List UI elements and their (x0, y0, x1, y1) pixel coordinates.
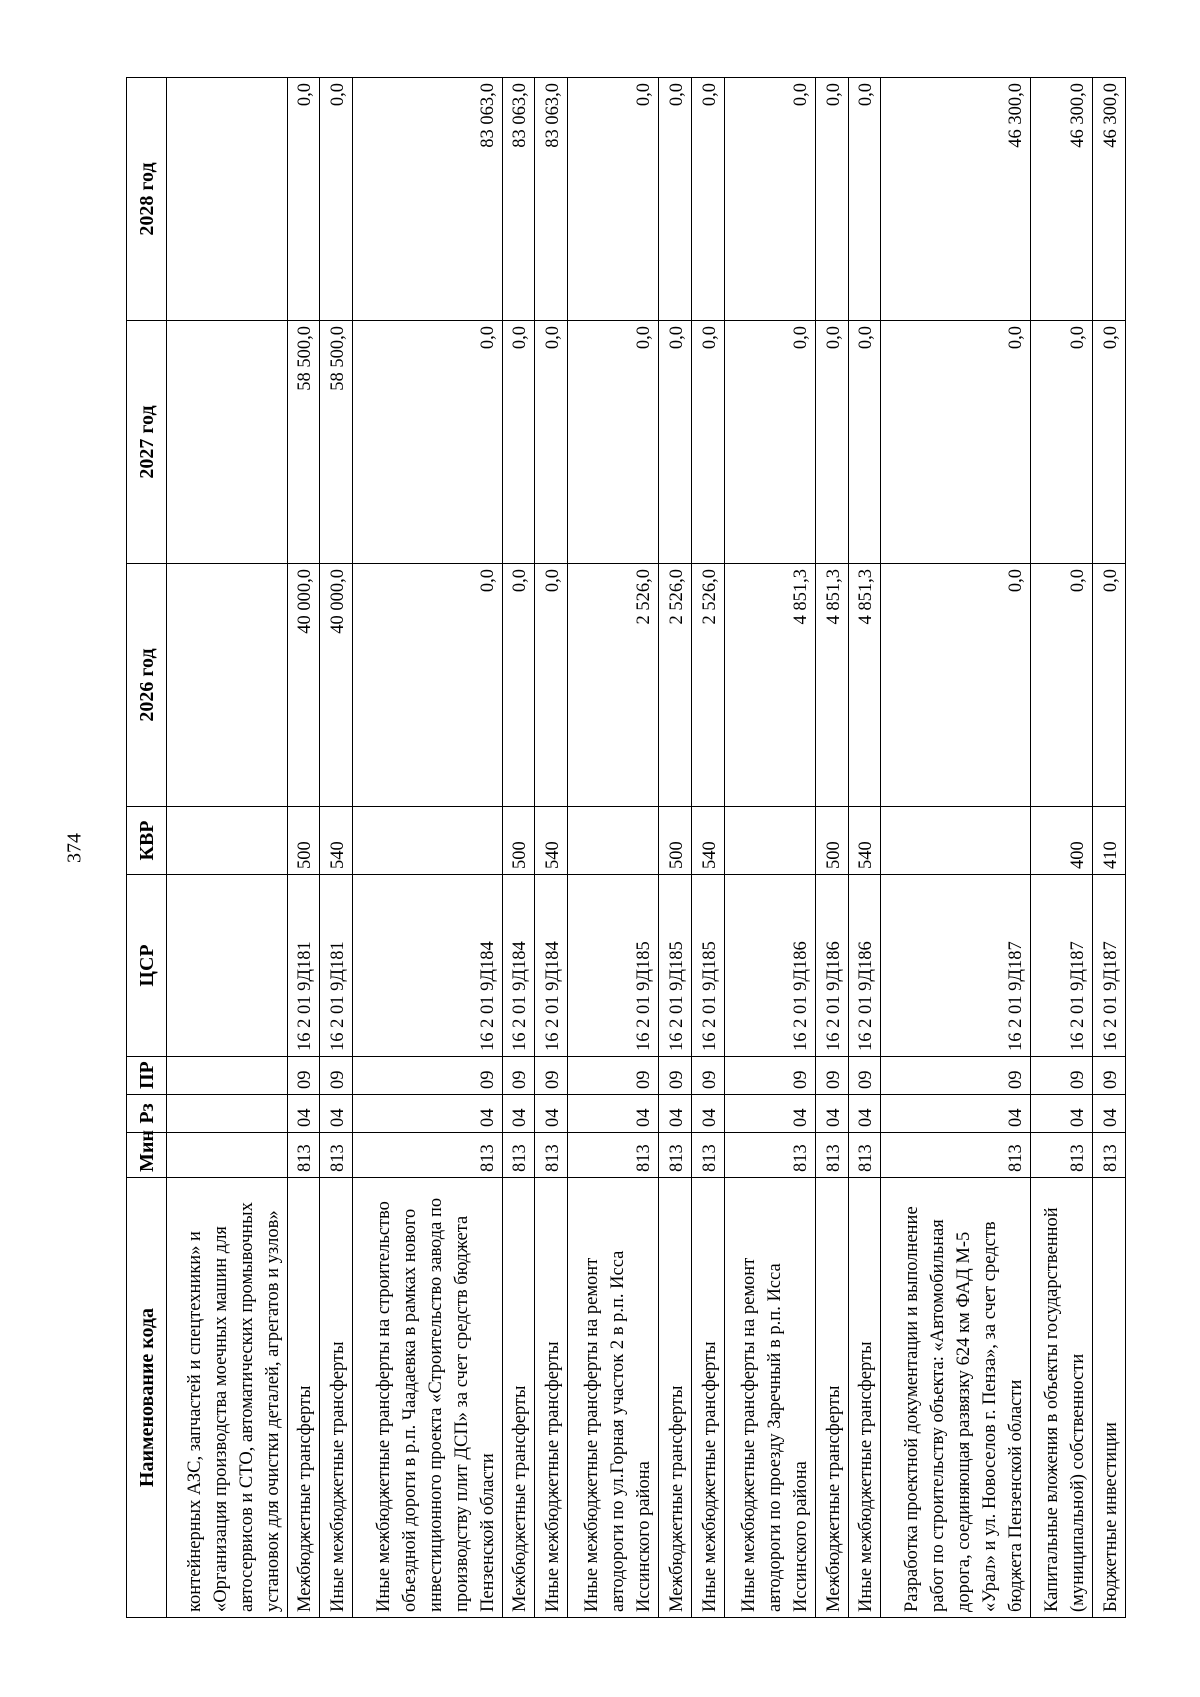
header-2028: 2028 год (127, 78, 167, 321)
cell-2028: 83 063,0 (535, 78, 568, 321)
cell-kvr: 540 (535, 807, 568, 875)
header-rz: Рз (127, 1095, 167, 1133)
rotated-page-content (126, 78, 1126, 1618)
cell-2026: 0,0 (881, 564, 1031, 807)
cell-csr (167, 875, 288, 1057)
cell-2026: 0,0 (535, 564, 568, 807)
cell-min: 813 (502, 1133, 535, 1178)
cell-2027: 0,0 (1031, 321, 1093, 564)
cell-name: Межбюджетные трансферты (287, 1178, 320, 1618)
table-row (816, 78, 849, 1618)
cell-2026: 4 851,3 (848, 564, 881, 807)
cell-min: 813 (568, 1133, 659, 1178)
cell-2028: 0,0 (287, 78, 320, 321)
cell-min: 813 (1031, 1133, 1093, 1178)
table-row (535, 78, 568, 1618)
cell-pr: 09 (352, 1057, 502, 1095)
cell-kvr (881, 807, 1031, 875)
cell-name: Иные межбюджетные трансферты (848, 1178, 881, 1618)
table-header-row (127, 78, 167, 1618)
cell-2028: 83 063,0 (352, 78, 502, 321)
cell-2027: 0,0 (352, 321, 502, 564)
budget-table (126, 77, 1126, 1618)
cell-2028: 83 063,0 (502, 78, 535, 321)
cell-2027: 0,0 (568, 321, 659, 564)
cell-2027: 0,0 (692, 321, 725, 564)
cell-2026: 2 526,0 (568, 564, 659, 807)
cell-2026: 2 526,0 (659, 564, 692, 807)
cell-rz: 04 (848, 1095, 881, 1133)
cell-2028: 0,0 (320, 78, 353, 321)
cell-rz: 04 (502, 1095, 535, 1133)
cell-2028: 46 300,0 (1093, 78, 1126, 321)
cell-2027: 58 500,0 (287, 321, 320, 564)
cell-pr: 09 (287, 1057, 320, 1095)
cell-min: 813 (816, 1133, 849, 1178)
cell-pr: 09 (1031, 1057, 1093, 1095)
cell-2026: 4 851,3 (816, 564, 849, 807)
cell-csr: 16 2 01 9Д185 (659, 875, 692, 1057)
cell-2026: 40 000,0 (287, 564, 320, 807)
cell-rz: 04 (692, 1095, 725, 1133)
cell-2026: 40 000,0 (320, 564, 353, 807)
table-row (724, 78, 815, 1618)
cell-rz: 04 (287, 1095, 320, 1133)
cell-pr: 09 (724, 1057, 815, 1095)
cell-2028: 0,0 (568, 78, 659, 321)
cell-2028: 0,0 (848, 78, 881, 321)
cell-2027: 0,0 (848, 321, 881, 564)
cell-min: 813 (1093, 1133, 1126, 1178)
cell-kvr: 410 (1093, 807, 1126, 875)
table-row (352, 78, 502, 1618)
header-min: Мин (127, 1133, 167, 1178)
cell-2026: 0,0 (352, 564, 502, 807)
cell-kvr: 540 (848, 807, 881, 875)
cell-2028 (167, 78, 288, 321)
header-2026: 2026 год (127, 564, 167, 807)
cell-kvr (352, 807, 502, 875)
cell-pr: 09 (1093, 1057, 1126, 1095)
cell-kvr: 500 (816, 807, 849, 875)
cell-csr: 16 2 01 9Д181 (320, 875, 353, 1057)
cell-kvr: 540 (320, 807, 353, 875)
cell-csr: 16 2 01 9Д185 (568, 875, 659, 1057)
table-body (167, 78, 1126, 1618)
cell-kvr (724, 807, 815, 875)
cell-pr: 09 (816, 1057, 849, 1095)
header-kvr: КВР (127, 807, 167, 875)
table-row (1093, 78, 1126, 1618)
cell-rz: 04 (535, 1095, 568, 1133)
cell-kvr: 540 (692, 807, 725, 875)
cell-min (167, 1133, 288, 1178)
cell-2028: 0,0 (659, 78, 692, 321)
header-2027: 2027 год (127, 321, 167, 564)
cell-name: Межбюджетные трансферты (816, 1178, 849, 1618)
cell-2027: 58 500,0 (320, 321, 353, 564)
cell-pr: 09 (320, 1057, 353, 1095)
cell-2028: 46 300,0 (881, 78, 1031, 321)
table-row (320, 78, 353, 1618)
cell-min: 813 (692, 1133, 725, 1178)
cell-2027: 0,0 (1093, 321, 1126, 564)
cell-csr: 16 2 01 9Д184 (502, 875, 535, 1057)
cell-csr: 16 2 01 9Д184 (535, 875, 568, 1057)
cell-kvr: 500 (287, 807, 320, 875)
cell-pr (167, 1057, 288, 1095)
table-row (692, 78, 725, 1618)
cell-pr: 09 (881, 1057, 1031, 1095)
cell-name: Иные межбюджетные трансферты на ремонт автодороги по ул.Горная участок 2 в р.п. Исса Иссинского района (568, 1178, 659, 1618)
cell-min: 813 (535, 1133, 568, 1178)
cell-csr: 16 2 01 9Д184 (352, 875, 502, 1057)
header-csr: ЦСР (127, 875, 167, 1057)
cell-rz: 04 (352, 1095, 502, 1133)
cell-2026: 2 526,0 (692, 564, 725, 807)
table-row (568, 78, 659, 1618)
cell-kvr: 500 (659, 807, 692, 875)
cell-name: Межбюджетные трансферты (502, 1178, 535, 1618)
cell-2026: 0,0 (1031, 564, 1093, 807)
cell-pr: 09 (659, 1057, 692, 1095)
cell-min: 813 (881, 1133, 1031, 1178)
cell-kvr: 500 (502, 807, 535, 875)
table-row (881, 78, 1031, 1618)
cell-2028: 0,0 (724, 78, 815, 321)
table-row (502, 78, 535, 1618)
cell-2027: 0,0 (816, 321, 849, 564)
cell-rz: 04 (881, 1095, 1031, 1133)
cell-csr: 16 2 01 9Д186 (848, 875, 881, 1057)
cell-pr: 09 (568, 1057, 659, 1095)
cell-2028: 0,0 (816, 78, 849, 321)
cell-2027: 0,0 (724, 321, 815, 564)
cell-csr: 16 2 01 9Д187 (881, 875, 1031, 1057)
cell-min: 813 (659, 1133, 692, 1178)
cell-2027: 0,0 (535, 321, 568, 564)
table-row (167, 78, 288, 1618)
cell-2026: 0,0 (502, 564, 535, 807)
cell-min: 813 (287, 1133, 320, 1178)
cell-rz: 04 (659, 1095, 692, 1133)
cell-pr: 09 (535, 1057, 568, 1095)
cell-min: 813 (352, 1133, 502, 1178)
cell-2027 (167, 321, 288, 564)
cell-rz: 04 (568, 1095, 659, 1133)
cell-rz: 04 (1093, 1095, 1126, 1133)
table-row (287, 78, 320, 1618)
cell-name: Иные межбюджетные трансферты (535, 1178, 568, 1618)
cell-pr: 09 (692, 1057, 725, 1095)
cell-2027: 0,0 (659, 321, 692, 564)
page-number: 374 (63, 833, 86, 863)
cell-csr: 16 2 01 9Д186 (724, 875, 815, 1057)
cell-kvr: 400 (1031, 807, 1093, 875)
cell-min: 813 (848, 1133, 881, 1178)
cell-csr: 16 2 01 9Д181 (287, 875, 320, 1057)
cell-rz (167, 1095, 288, 1133)
cell-csr: 16 2 01 9Д187 (1093, 875, 1126, 1057)
cell-name: Капитальные вложения в объекты государственной (муниципальной) собственности (1031, 1178, 1093, 1618)
table-row (659, 78, 692, 1618)
cell-name: Иные межбюджетные трансферты на строительство объездной дороги в р.п. Чаадаевка в рамках нового инвестиционного проекта «Строительство завода по производству плит ДСП» за счет средств бюджета Пензенской области (352, 1178, 502, 1618)
table-row (848, 78, 881, 1618)
cell-2026: 4 851,3 (724, 564, 815, 807)
cell-csr: 16 2 01 9Д185 (692, 875, 725, 1057)
cell-rz: 04 (1031, 1095, 1093, 1133)
cell-name: Иные межбюджетные трансферты (320, 1178, 353, 1618)
header-pr: ПР (127, 1057, 167, 1095)
cell-2026 (167, 564, 288, 807)
cell-rz: 04 (724, 1095, 815, 1133)
cell-pr: 09 (502, 1057, 535, 1095)
cell-pr: 09 (848, 1057, 881, 1095)
cell-csr: 16 2 01 9Д186 (816, 875, 849, 1057)
cell-name: Разработка проектной документации и выполнение работ по строительству объекта: «Автомобильная дорога, соединяющая развязку 624 км ФАД М-5 «Урал» и ул. Новоселов г. Пенза», за счет средств бюджета Пензенской области (881, 1178, 1031, 1618)
cell-2028: 46 300,0 (1031, 78, 1093, 321)
cell-name: Межбюджетные трансферты (659, 1178, 692, 1618)
header-name: Наименование кода (127, 1178, 167, 1618)
cell-name: Иные межбюджетные трансферты на ремонт автодороги по проезду Заречный в р.п. Исса Иссинского района (724, 1178, 815, 1618)
cell-2027: 0,0 (881, 321, 1031, 564)
cell-kvr (568, 807, 659, 875)
cell-name: Бюджетные инвестиции (1093, 1178, 1126, 1618)
cell-rz: 04 (816, 1095, 849, 1133)
cell-2028: 0,0 (692, 78, 725, 321)
cell-name: Иные межбюджетные трансферты (692, 1178, 725, 1618)
cell-min: 813 (724, 1133, 815, 1178)
cell-2027: 0,0 (502, 321, 535, 564)
cell-kvr (167, 807, 288, 875)
cell-csr: 16 2 01 9Д187 (1031, 875, 1093, 1057)
cell-name: контейнерных АЗС, запчастей и спецтехники» и «Организация производства моечных машин для автосервисов и СТО, автоматических промывочных установок для очистки деталей, агрегатов и узлов» (167, 1178, 288, 1618)
cell-2026: 0,0 (1093, 564, 1126, 807)
table-row (1031, 78, 1093, 1618)
cell-rz: 04 (320, 1095, 353, 1133)
cell-min: 813 (320, 1133, 353, 1178)
